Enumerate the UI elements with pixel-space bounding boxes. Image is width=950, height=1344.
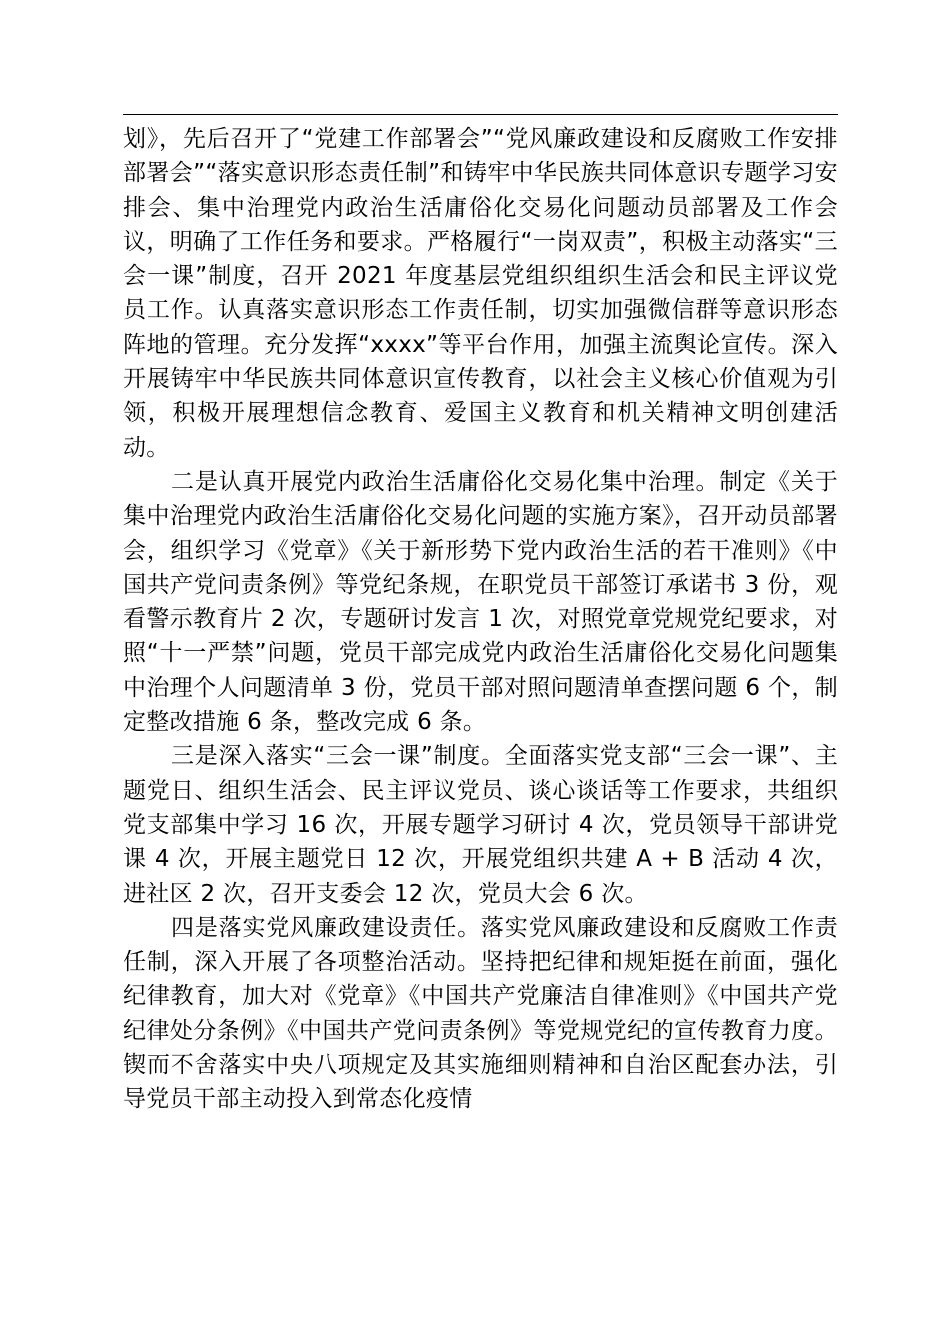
paragraph-item-two: 二是认真开展党内政治生活庸俗化交易化集中治理。制定《关于集中治理党内政治生活庸俗化交易化问题的实施方案》，召开动员部署会，组织学习《党章》《关于新形势下党内政治生活的若干准则》《中国共产党问责条例》等党纪条规，在职党员干部签订承诺书 3 份，观看警示教育片 2 次，专题研讨发言 1 次，对照党章党规党纪要求，对照“十一严禁”问题，党员干部完成党内政治生活庸俗化交易化问题集中治理个人问题清单 3 份，党员干部对照问题清单查摆问题 6 个，制定整改措施 6 条，整改完成 6 条。 (123, 468, 838, 736)
paragraph-item-three: 三是深入落实“三会一课”制度。全面落实党支部“三会一课”、主题党日、组织生活会、民主评议党员、谈心谈话等工作要求，共组织党支部集中学习 16 次，开展专题学习研讨 4 次，党员领导干部讲党课 4 次，开展主题党日 12 次，开展党组织共建 A + B 活动 4 次，进社区 2 次，召开支委会 12 次，党员大会 6 次。 (123, 743, 838, 907)
document-page (123, 0, 838, 1344)
paragraph-item-four: 四是落实党风廉政建设责任。落实党风廉政建设和反腐败工作责任制，深入开展了各项整治活动。坚持把纪律和规矩挺在前面，强化纪律教育，加大对《党章》《中国共产党廉洁自律准则》《中国共产党纪律处分条例》《中国共产党问责条例》等党规党纪的宣传教育力度。锲而不舍落实中央八项规定及其实施细则精神和自治区配套办法，引导党员干部主动投入到常态化疫情 (123, 914, 838, 1113)
document-body (123, 122, 838, 1117)
header-rule (123, 114, 838, 115)
paragraph-continuation: 划》，先后召开了“党建工作部署会”“党风廉政建设和反腐败工作安排部署会”“落实意识形态责任制”和铸牢中华民族共同体意识专题学习安排会、集中治理党内政治生活庸俗化交易化问题动员部署及工作会议，明确了工作任务和要求。严格履行“一岗双责”，积极主动落实“三会一课”制度，召开 2021 年度基层党组织组织生活会和民主评议党员工作。认真落实意识形态工作责任制，切实加强微信群等意识形态阵地的管理。充分发挥“xxxx”等平台作用，加强主流舆论宣传。深入开展铸牢中华民族共同体意识宣传教育，以社会主义核心价值观为引领，积极开展理想信念教育、爱国主义教育和机关精神文明创建活动。 (123, 126, 838, 461)
